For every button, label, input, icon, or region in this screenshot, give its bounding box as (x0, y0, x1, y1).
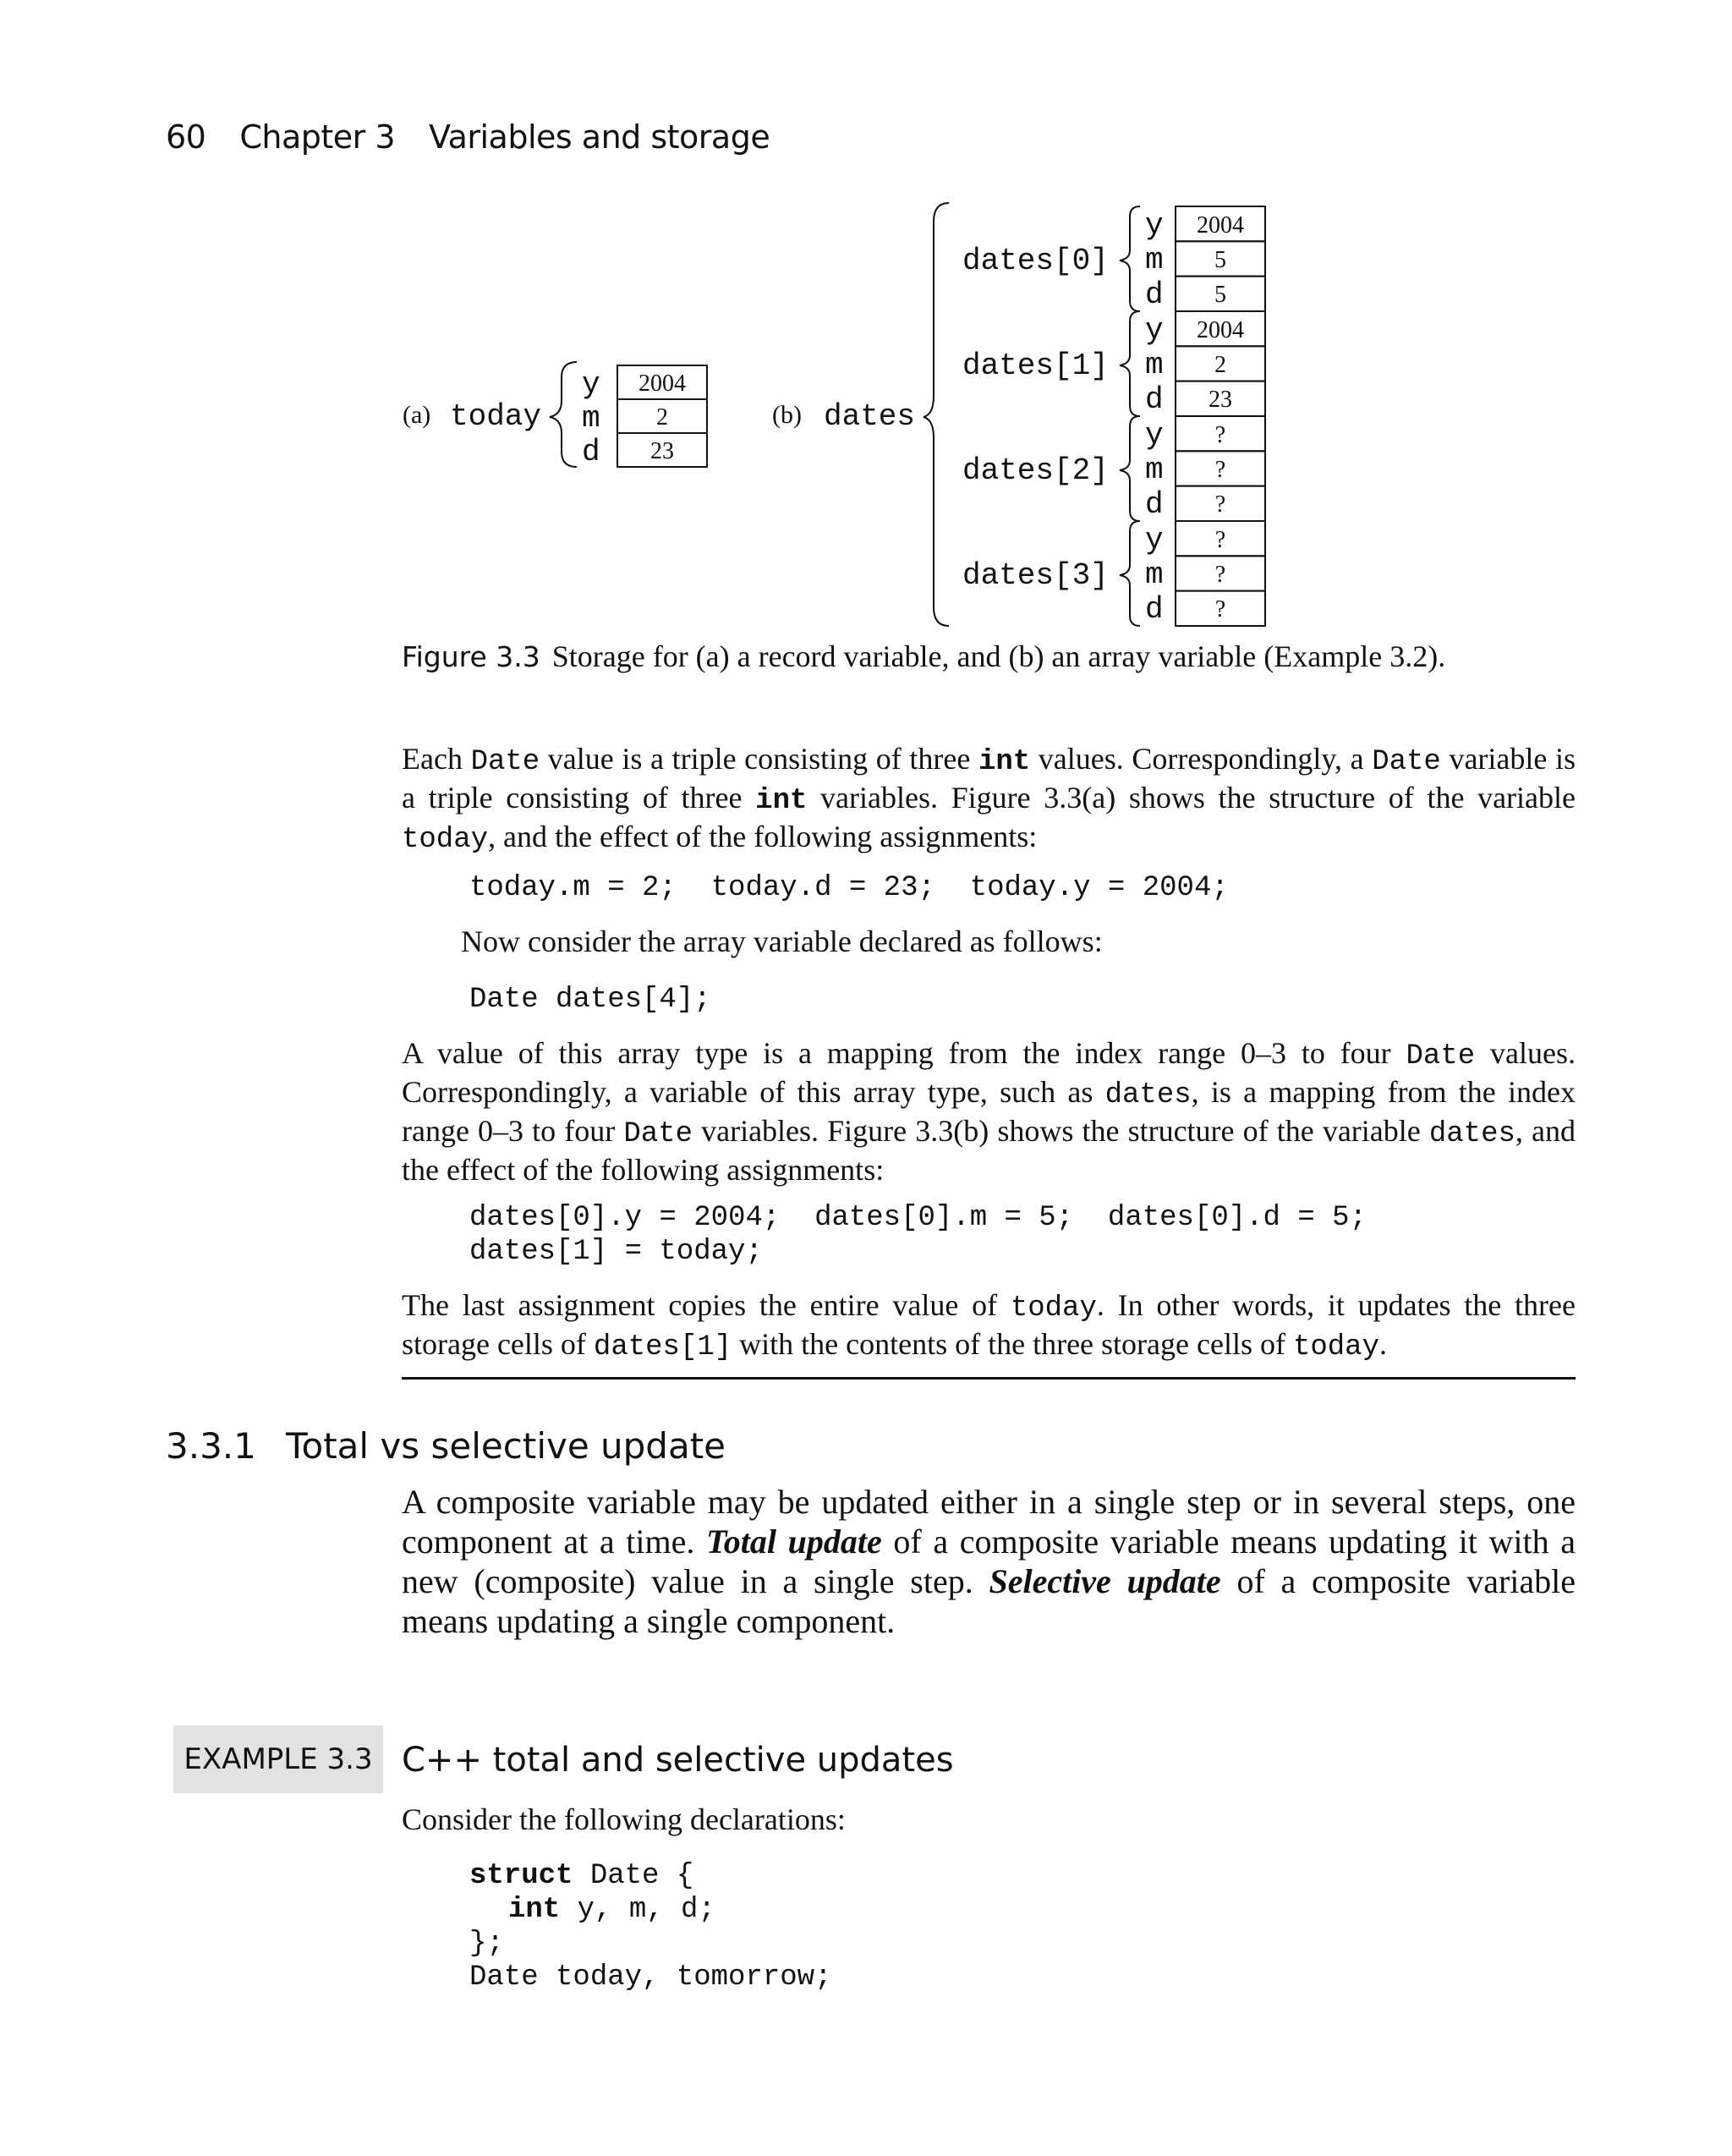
field-label: y (1145, 523, 1164, 557)
cell-value: 2 (656, 404, 668, 431)
paragraph (402, 1287, 1576, 1365)
text-run: Each (402, 742, 471, 776)
paragraph: Now consider the array variable declared as follows: (461, 924, 1103, 958)
cell-value: ? (1214, 491, 1226, 518)
cell-value: ? (1214, 562, 1226, 588)
text-run: value is a triple consisting of three (540, 742, 978, 776)
field-label: d (582, 435, 600, 469)
inline-code: Date (470, 746, 540, 778)
text-run: . In other words, it updates the three storage cells of (402, 1288, 1576, 1361)
code-line (469, 1859, 831, 1893)
code-line: Date today, tomorrow; (469, 1961, 832, 1994)
figure-caption-label: Figure 3.3 (402, 640, 540, 673)
defined-term: Selective update (989, 1562, 1221, 1600)
figure-caption-text: Storage for (a) a record variable, and (b) an array variable (Example 3.2). (551, 639, 1446, 673)
figure-b-label: (b) (772, 401, 802, 429)
figure-part-a (403, 362, 707, 469)
text-run: A value of this array type is a mapping from the index range 0–3 to four (402, 1036, 1406, 1070)
code-text: Date { (573, 1860, 694, 1892)
text-run: values. Correspondingly, a (1030, 742, 1373, 776)
text-run: variables. Figure 3.3(a) shows the structure of the variable (807, 781, 1576, 815)
dates-brace (924, 203, 949, 626)
chapter-title: Variables and storage (429, 118, 770, 156)
array-element-label: dates[0] (962, 244, 1109, 278)
paragraph (402, 1035, 1576, 1188)
field-label: y (1145, 313, 1164, 348)
code-line: dates[0].y = 2004; dates[0].m = 5; dates[0].d = 5; (469, 1202, 1367, 1234)
array-element-label: dates[1] (962, 348, 1109, 383)
code-block: today.m = 2; today.d = 23; today.y = 2004; (469, 872, 1229, 904)
cell-value: ? (1214, 527, 1226, 553)
section-paragraph (402, 1482, 1576, 1641)
code-line: }; (469, 1928, 504, 1960)
cell-value: 23 (1209, 387, 1232, 413)
element-brace (1120, 311, 1140, 416)
inline-code: dates (1104, 1079, 1192, 1111)
field-label: m (1145, 348, 1164, 382)
section-number: 3.3.1 (166, 1425, 256, 1467)
field-label: m (1145, 243, 1164, 277)
text-run: with the contents of the three storage cells of (732, 1327, 1293, 1361)
text-run: , is a mapping from the index range 0–3 to four (402, 1075, 1576, 1148)
code-block (469, 1859, 831, 1994)
inline-code: dates (1428, 1118, 1516, 1150)
text-run: , and the effect of the following assignments: (488, 820, 1038, 853)
text-run: of a composite variable means updating a single component. (402, 1562, 1576, 1640)
inline-code: today (1010, 1292, 1097, 1325)
paragraph (402, 741, 1576, 858)
field-label: d (1145, 277, 1164, 312)
inline-code: Date (623, 1118, 693, 1150)
paragraph: Consider the following declarations: (402, 1802, 846, 1836)
figure-part-b (772, 203, 1265, 627)
defined-term: Total update (706, 1522, 882, 1561)
text-run: values. Correspondingly, a variable of this array type, such as (402, 1036, 1576, 1109)
cell-value: ? (1214, 457, 1226, 483)
horizontal-rule (402, 1377, 1576, 1380)
figure-a-label: (a) (403, 401, 431, 429)
text-run: variable is a triple consisting of three (402, 742, 1576, 815)
inline-code: dates[1] (593, 1331, 732, 1363)
page-number: 60 (166, 118, 206, 156)
cell-value: 2 (1214, 352, 1226, 378)
code-keyword: struct (469, 1860, 573, 1892)
element-brace (1120, 521, 1140, 626)
field-label: y (582, 367, 600, 402)
text-run: The last assignment copies the entire value of (402, 1288, 1011, 1322)
cell-value: 23 (650, 438, 674, 464)
inline-code: today (1292, 1331, 1379, 1363)
field-label: m (1145, 453, 1164, 487)
inline-code: Date (1372, 746, 1441, 778)
field-label: m (582, 401, 600, 436)
inline-code: Date (1406, 1040, 1476, 1073)
text-run: , and the effect of the following assignments: (402, 1114, 1576, 1187)
code-keyword: int (508, 1894, 561, 1926)
field-label: d (1145, 592, 1164, 627)
code-block (469, 1201, 1367, 1269)
section-title: Total vs selective update (286, 1425, 726, 1467)
array-element-label: dates[3] (962, 558, 1109, 593)
text-run: . (1378, 1327, 1387, 1361)
cell-value: 2004 (639, 370, 686, 397)
cell-value: 2004 (1197, 317, 1244, 343)
text-run: of a composite variable means updating it with a new (composite) value in a single step. (402, 1522, 1576, 1600)
figure-3-3 (0, 0, 1732, 643)
text-run: variables. Figure 3.3(b) shows the structure of the variable (693, 1114, 1429, 1148)
dates-variable-label: dates (824, 399, 916, 434)
cell-value: 5 (1214, 247, 1226, 273)
inline-keyword: int (755, 785, 808, 817)
cell-value: ? (1214, 422, 1226, 448)
figure-caption (402, 639, 1445, 674)
today-variable-label: today (450, 399, 542, 434)
inline-keyword: int (978, 746, 1031, 778)
cell-value: ? (1214, 596, 1226, 623)
element-brace (1120, 206, 1140, 311)
field-label: m (1145, 557, 1164, 592)
element-brace (1120, 416, 1140, 521)
cell-value: 2004 (1197, 212, 1244, 239)
cell-value: 5 (1214, 282, 1226, 308)
text-run: A composite variable may be updated either in a single step or in several steps, one component at a time. (402, 1483, 1576, 1561)
field-label: d (1145, 487, 1164, 522)
example-title: C++ total and selective updates (402, 1741, 954, 1780)
chapter-label: Chapter 3 (239, 118, 396, 156)
field-label: y (1145, 418, 1164, 453)
array-element-label: dates[2] (962, 453, 1109, 488)
field-label: y (1145, 208, 1164, 243)
code-text: y, m, d; (560, 1894, 715, 1926)
code-line: dates[1] = today; (469, 1236, 763, 1268)
today-brace (550, 362, 577, 467)
code-line (469, 1893, 831, 1927)
inline-code: today (402, 824, 489, 856)
example-badge: EXAMPLE 3.3 (173, 1725, 383, 1793)
code-block: Date dates[4]; (469, 984, 711, 1016)
field-label: d (1145, 382, 1164, 417)
